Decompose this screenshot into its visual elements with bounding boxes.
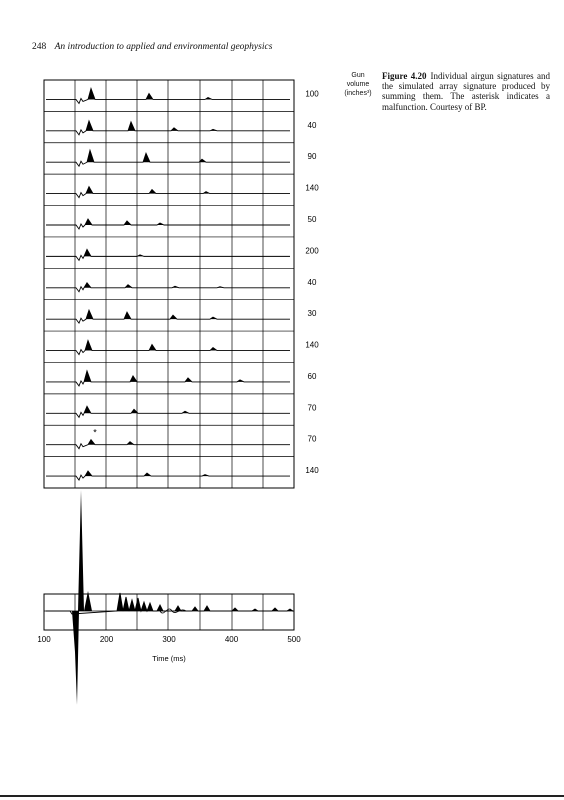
- array-bubble-pulse: [204, 606, 210, 611]
- figure-caption-text: Individual airgun signatures and the simulated array signature produced by summing them. The asterisk indicates a malfunction. Courtesy of BP.: [382, 71, 550, 112]
- x-tick-label: 400: [224, 635, 239, 644]
- page-number: 248: [32, 42, 47, 52]
- gun-volume-label: 140: [305, 340, 319, 350]
- x-tick-label: 300: [162, 635, 176, 644]
- malfunction-asterisk: *: [93, 427, 97, 438]
- array-bubble-pulse: [141, 602, 147, 611]
- x-axis-label: Time (ms): [152, 654, 186, 663]
- signature-panel-frame: [44, 80, 294, 488]
- individual-signatures-panel: [44, 80, 319, 488]
- gun-volume-label: 70: [307, 403, 317, 413]
- gun-volume-label: 40: [307, 120, 317, 130]
- x-tick-label: 200: [99, 635, 114, 644]
- gun-volume-label: 90: [307, 152, 317, 162]
- array-bubble-pulse: [123, 597, 129, 611]
- gun-volume-label: 40: [307, 277, 317, 287]
- array-bubble-pulse: [157, 605, 163, 611]
- gun-volume-label: 140: [305, 183, 319, 193]
- x-tick-label: 100: [37, 635, 51, 644]
- array-bubble-pulse: [192, 607, 198, 611]
- gun-volume-label: 60: [307, 371, 317, 381]
- figure-label: Figure 4.20: [382, 71, 427, 81]
- gun-volume-line1: Gun: [351, 72, 365, 79]
- array-signature-panel: [37, 490, 301, 705]
- x-tick-label: 500: [287, 635, 301, 644]
- gun-volume-label: 100: [305, 89, 319, 99]
- running-title: An introduction to applied and environmental geophysics: [54, 42, 273, 52]
- gun-volume-label: 50: [307, 214, 317, 224]
- gun-volume-label: 70: [307, 434, 317, 444]
- array-bubble-pulse: [147, 603, 153, 611]
- array-primary-pulse: [75, 490, 92, 611]
- array-bubble-pulse: [117, 593, 123, 611]
- array-ghost-pulse: [72, 611, 79, 705]
- array-bubble-pulse: [129, 600, 135, 611]
- gun-volume-line3: (inches³): [344, 90, 372, 97]
- array-bubble-pulse: [135, 598, 141, 611]
- page-footer-rule: [0, 795, 564, 797]
- gun-volume-label: 140: [305, 466, 319, 476]
- gun-volume-line2: volume: [346, 81, 370, 88]
- gun-volume-label: 200: [305, 246, 319, 256]
- gun-volume-label: 30: [307, 309, 317, 319]
